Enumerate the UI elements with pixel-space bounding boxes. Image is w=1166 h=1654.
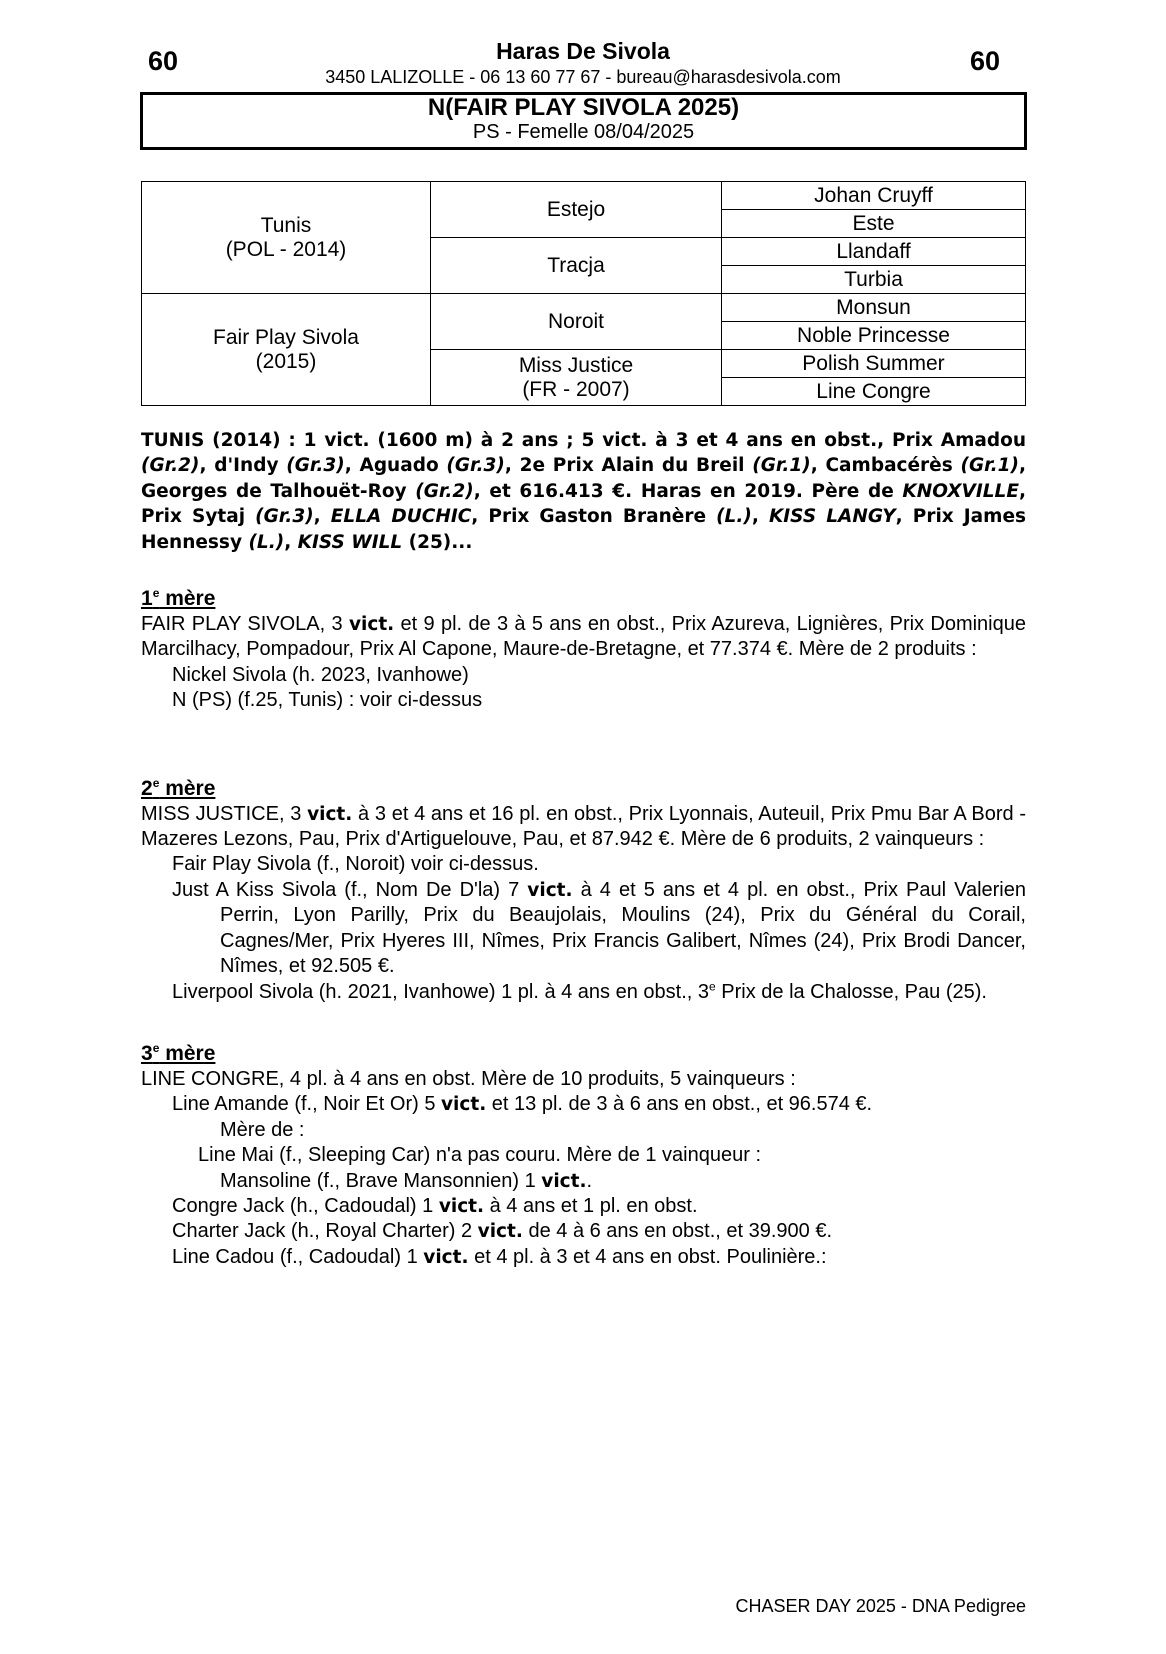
sire-record: TUNIS (2014) : 1 vict. (1600 m) à 2 ans ; 5 vict. à 3 et 4 ans en obst., Prix Amadou (Gr.2), d'Indy (Gr.3), Aguado (Gr.3), 2e Prix Alain du Breil (Gr.1), Cambacérès (Gr.1), Georges de Talhouët-Roy (Gr.2), et 616.413 €. Haras en 2019. Père de KNOXVILLE, Prix Sytaj (Gr.3), ELLA DUCHIC, Prix Gaston Branère (L.), KISS LANGY, Prix James Hennessy (L.), KISS WILL (25)...: [141, 430, 1027, 553]
sire-name: Tunis: [260, 213, 312, 237]
produce-item: Line Amande (f., Noir Et Or) 5 vict. et 13 pl. de 3 à 6 ans en obst., et 96.574 €.: [172, 1093, 873, 1116]
sire-cell: [142, 182, 431, 294]
lot-number-right: 60: [969, 46, 1000, 76]
produce-item: Nickel Sivola (h. 2023, Ivanhowe): [172, 663, 469, 686]
dam-dam-cell: [431, 350, 722, 406]
ancestor-cell: Polish Summer: [722, 350, 1026, 378]
produce-note: Mère de :: [220, 1118, 305, 1141]
ancestor-cell: Noble Princesse: [722, 322, 1026, 350]
first-dam-heading: 1e mère: [141, 586, 216, 611]
produce-subitem: Line Mai (f., Sleeping Car) n'a pas couru. Mère de 1 vainqueur :: [198, 1144, 762, 1167]
sire-sire-cell: Estejo: [431, 182, 722, 238]
sire-info: (POL - 2014): [225, 237, 347, 261]
dam-dam-name: Miss Justice: [518, 353, 634, 377]
horse-subtitle: PS - Femelle 08/04/2025: [472, 121, 695, 143]
produce-item: Charter Jack (h., Royal Charter) 2 vict. de 4 à 6 ans en obst., et 39.900 €.: [172, 1220, 833, 1243]
stud-contact: 3450 LALIZOLLE - 06 13 60 77 67 - bureau@harasdesivola.com: [325, 67, 841, 87]
produce-item: Liverpool Sivola (h. 2021, Ivanhowe) 1 pl. à 4 ans en obst., 3e Prix de la Chalosse, Pau (25).: [172, 978, 987, 1003]
dam-dam-info: (FR - 2007): [522, 377, 630, 401]
ancestor-cell: Este: [722, 210, 1026, 238]
horse-name: N(FAIR PLAY SIVOLA 2025): [427, 94, 740, 121]
dam-info: (2015): [255, 349, 317, 373]
pedigree-table: [141, 181, 1026, 406]
ancestor-cell: Johan Cruyff: [722, 182, 1026, 210]
ancestor-cell: Line Congre: [722, 378, 1026, 406]
third-dam-heading: 3e mère: [141, 1040, 216, 1065]
produce-subsubitem: Mansoline (f., Brave Mansonnien) 1 vict..: [220, 1169, 593, 1192]
dam-name: Fair Play Sivola: [213, 325, 359, 349]
lot-number-left: 60: [148, 46, 179, 76]
third-dam-record: LINE CONGRE, 4 pl. à 4 ans en obst. Mère de 10 produits, 5 vainqueurs :: [141, 1067, 796, 1090]
second-dam-heading: 2e mère: [141, 775, 216, 800]
catalogue-text: [141, 428, 1026, 1270]
produce-item: Just A Kiss Sivola (f., Nom De D'la) 7 vict. à 4 et 5 ans et 4 pl. en obst., Prix Paul Valerien Perrin, Lyon Parilly, Prix du Beaujolais, Moulins (24), Prix du Général du Corail, Cagnes/Mer, Prix Hyeres III, Nîmes, Prix Francis Galibert, Nîmes (24), Prix Brodi Dancer, Nîmes, et 92.505 €.: [172, 878, 1026, 978]
ancestor-cell: Turbia: [722, 266, 1026, 294]
stud-name: Haras De Sivola: [496, 38, 670, 64]
sire-dam-cell: Tracja: [431, 238, 722, 294]
produce-item: Congre Jack (h., Cadoudal) 1 vict. à 4 ans et 1 pl. en obst.: [172, 1194, 698, 1217]
second-dam-record: MISS JUSTICE, 3 vict. à 3 et 4 ans et 16 pl. en obst., Prix Lyonnais, Auteuil, Prix Pmu Bar A Bord - Mazeres Lezons, Pau, Prix d'Artiguelouve, Pau, et 87.942 €. Mère de 6 produits, 2 vainqueurs :: [141, 802, 1027, 851]
ancestor-cell: Monsun: [722, 294, 1026, 322]
produce-item: Line Cadou (f., Cadoudal) 1 vict. et 4 pl. à 3 et 4 ans en obst. Poulinière.:: [172, 1245, 827, 1268]
ancestor-cell: Llandaff: [722, 238, 1026, 266]
page-footer: CHASER DAY 2025 - DNA Pedigree: [735, 1596, 1026, 1616]
dam-cell: [142, 294, 431, 406]
horse-title-box: [140, 92, 1027, 150]
first-dam-record: FAIR PLAY SIVOLA, 3 vict. et 9 pl. de 3 à 5 ans en obst., Prix Azureva, Lignières, Prix Dominique Marcilhacy, Pompadour, Prix Al Capone, Maure-de-Bretagne, et 77.374 €. Mère de 2 produits :: [141, 613, 1026, 661]
produce-item: N (PS) (f.25, Tunis) : voir ci-dessus: [172, 689, 483, 712]
dam-sire-cell: Noroit: [431, 294, 722, 350]
produce-item: Fair Play Sivola (f., Noroit) voir ci-dessus.: [172, 853, 539, 876]
